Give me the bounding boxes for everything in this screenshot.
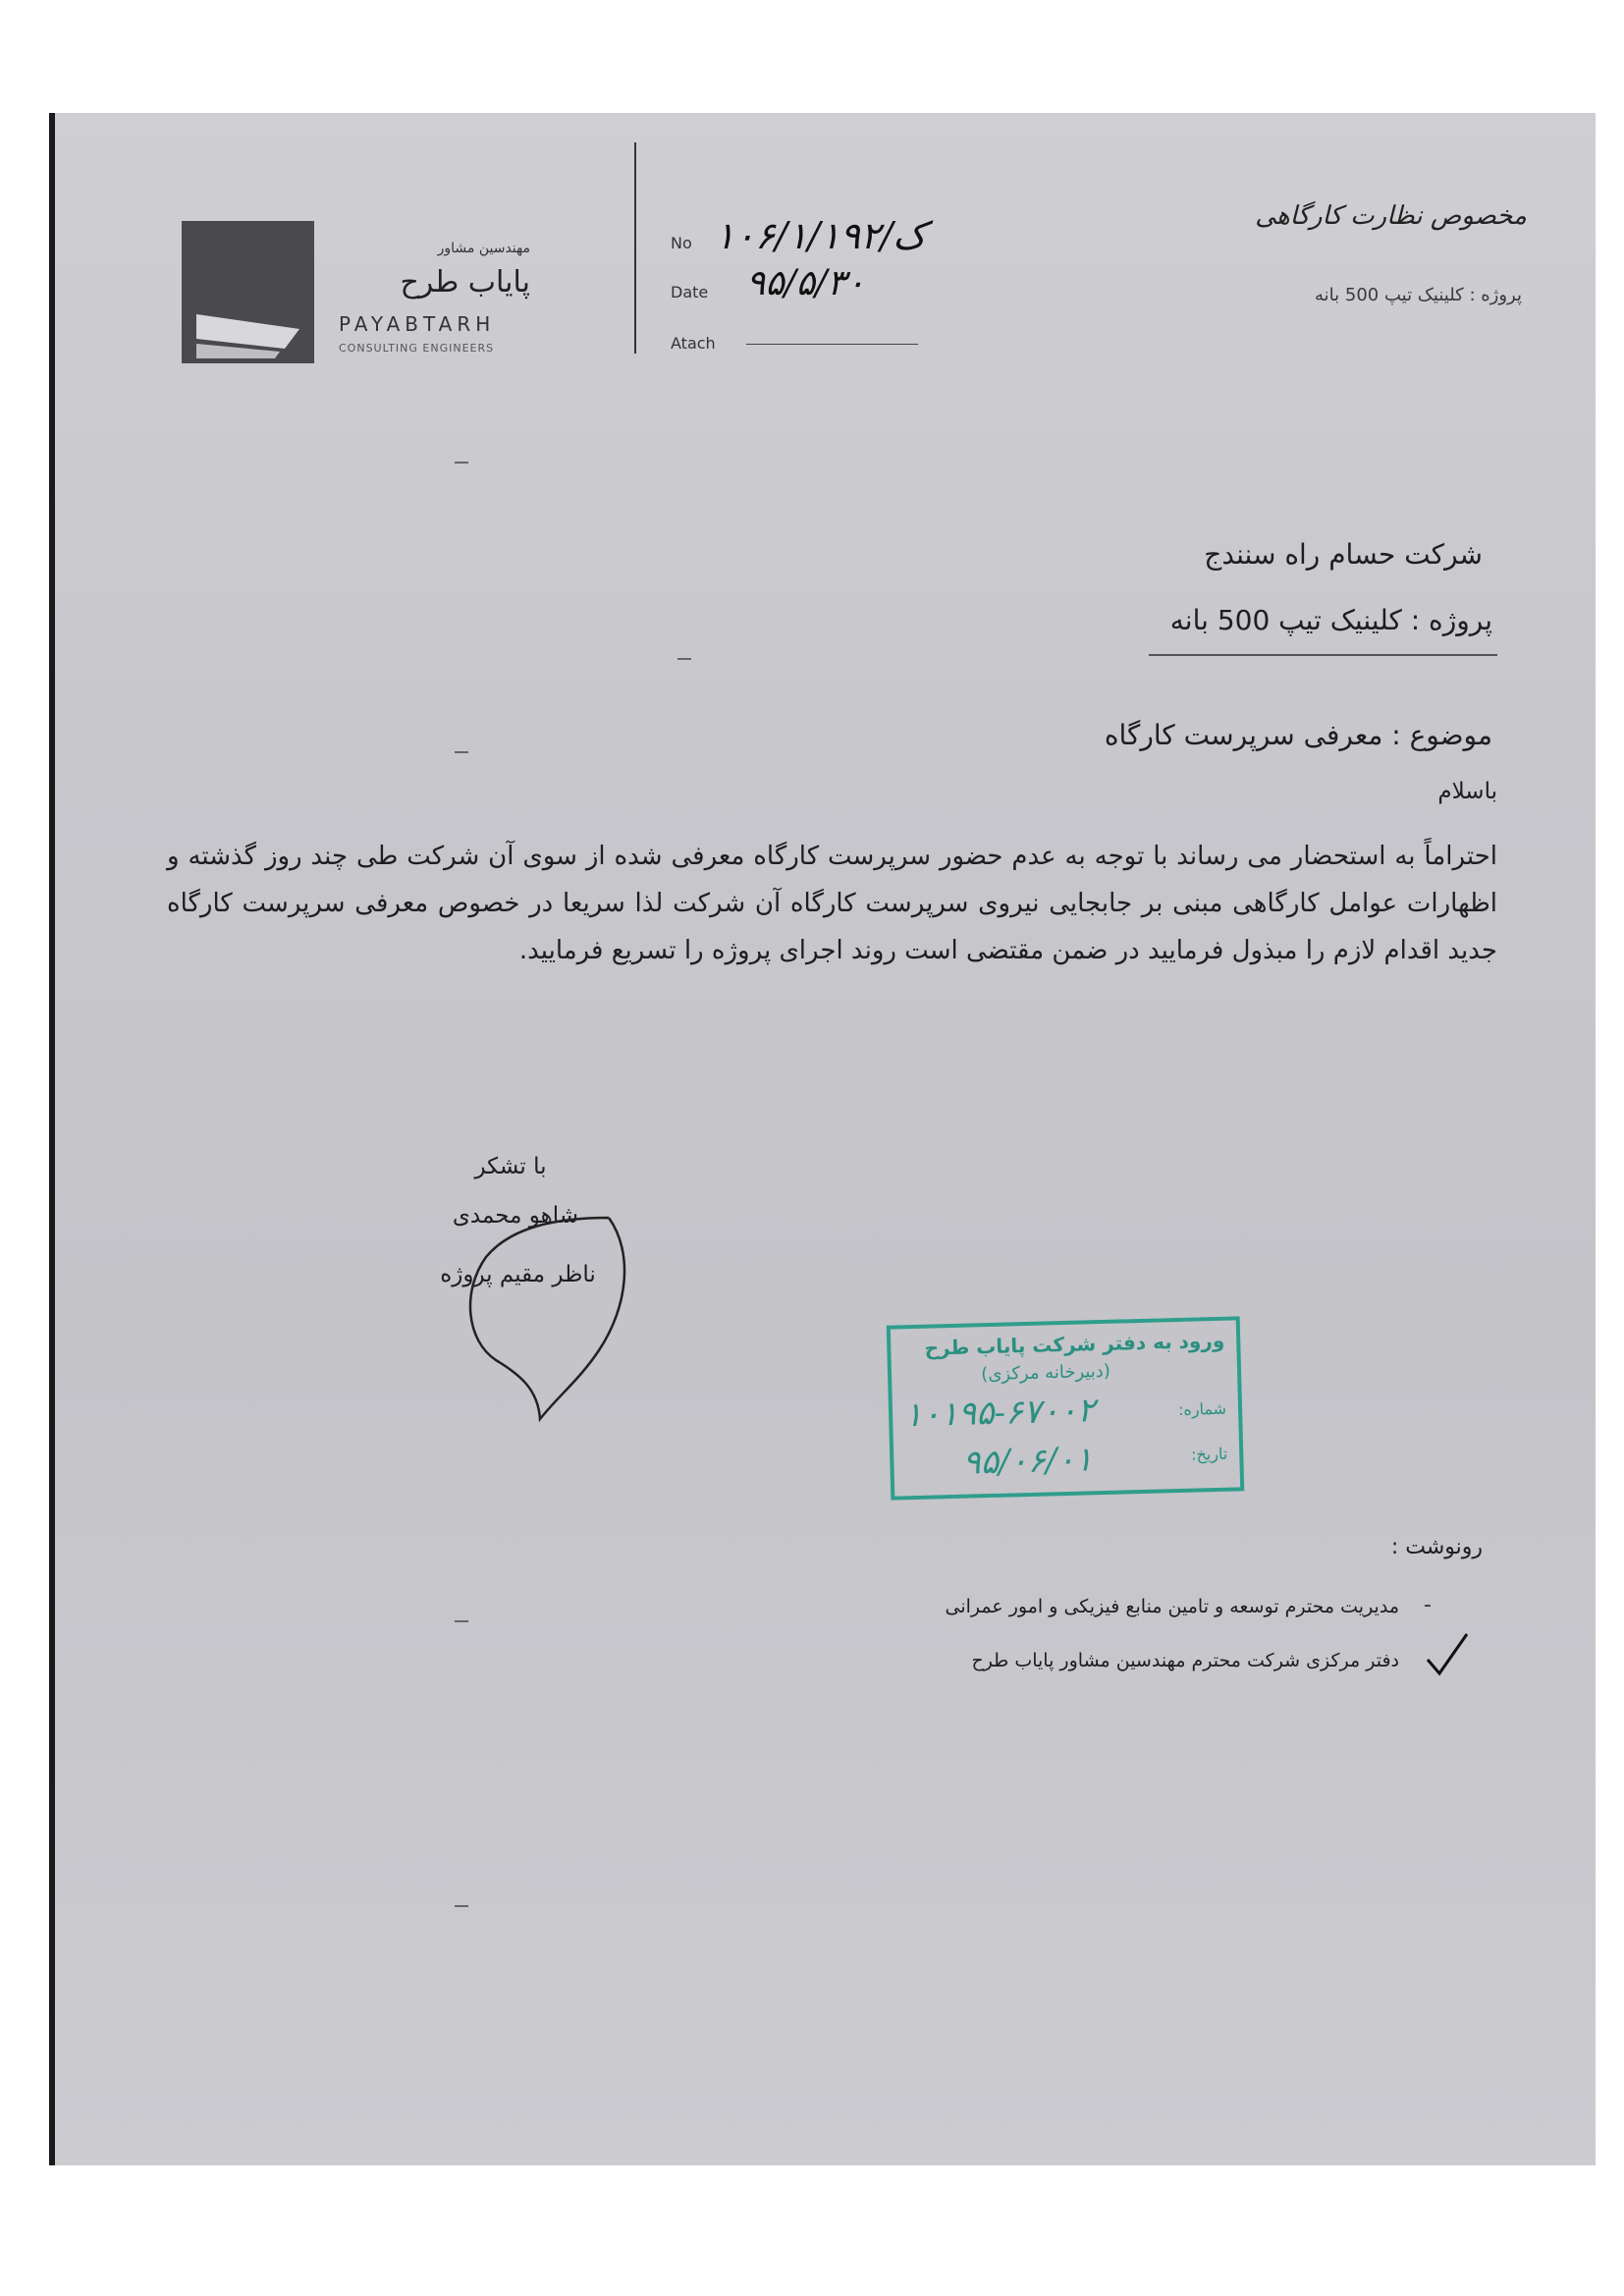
received-stamp [887,1316,1245,1500]
payabtarh-logo-icon [182,221,314,363]
stamp-subtitle: (دبیرخانه مرکزی) [981,1360,1111,1386]
signature-thanks: با تشکر [474,1154,547,1179]
cc-item: مدیریت محترم توسعه و تامین منابع فیزیکی و امور عمرانی [945,1596,1399,1617]
cc-label: رونوشت : [1390,1535,1483,1559]
scan-speck [455,1620,468,1622]
no-label: No [671,234,692,252]
scan-speck [677,658,691,660]
letter-number: ۱۰۶/ک/۱/۱۹۲ [715,214,927,257]
logo-name-en: PAYABTARH [339,312,496,336]
scan-speck [455,462,468,464]
subject-line: موضوع : معرفی سرپرست کارگاه [1104,719,1492,751]
stamp-number-label: شماره: [1177,1398,1227,1419]
stamp-title: ورود به دفتر شرکت پایاب طرح [924,1328,1225,1360]
cc-item: دفتر مرکزی شرکت محترم مهندسین مشاور پایاب طرح [971,1650,1399,1671]
attachment-label: Atach [671,334,716,353]
project-header-line: پروژه : کلینیک تیپ 500 بانه [1314,285,1522,305]
stamp-date-label: تاریخ: [1190,1444,1228,1464]
signature-title: ناظر مقیم پروژه [440,1262,596,1287]
checkmark-icon [1424,1630,1471,1679]
project-underline [1149,654,1497,656]
header-divider [634,142,636,354]
scan-speck [455,1905,468,1907]
scan-speck [455,751,468,753]
stamp-date-value: ۹۵/۰۶/۰۱ [961,1440,1094,1483]
project-line: پروژه : کلینیک تیپ 500 بانه [1169,604,1492,636]
attachment-line [746,344,918,345]
date-label: Date [671,283,709,301]
recipient: شرکت حسام راه سنندج [1204,538,1483,571]
scanned-page [49,113,1596,2165]
logo-small-text: مهندسین مشاور [437,241,530,256]
logo-name-fa: پایاب طرح [400,265,530,300]
letter-date: ۹۵/۵/۳۰ [746,263,865,303]
logo-subtitle: CONSULTING ENGINEERS [339,342,495,355]
letter-body: احتراماً به استحضار می رساند با توجه به عدم حضور سرپرست کارگاه معرفی شده از سوی آن شرکت طی چند روز گذشته و اظهارات عوامل کارگاهی مبنی بر جابجایی نیروی سرپرست کارگاه آن شرکت لذا سریعا در خصوص معرفی سرپرست کارگاه جدید اقدام لازم را مبذول فرمایید در ضمن مقتضی است روند اجرای پروژه را تسریع فرمایید. [167,842,1497,965]
signature-scrawl-icon [461,1213,638,1424]
signature-name: شاهو محمدی [452,1203,579,1229]
cc-bullet-dash: - [1424,1593,1432,1617]
greeting: باسلام [1437,779,1497,804]
stamp-number-value: ۱۰۱۹۵-۶۷۰۰۲ [903,1391,1096,1436]
special-title: مخصوص نظارت کارگاهی [1255,201,1527,231]
